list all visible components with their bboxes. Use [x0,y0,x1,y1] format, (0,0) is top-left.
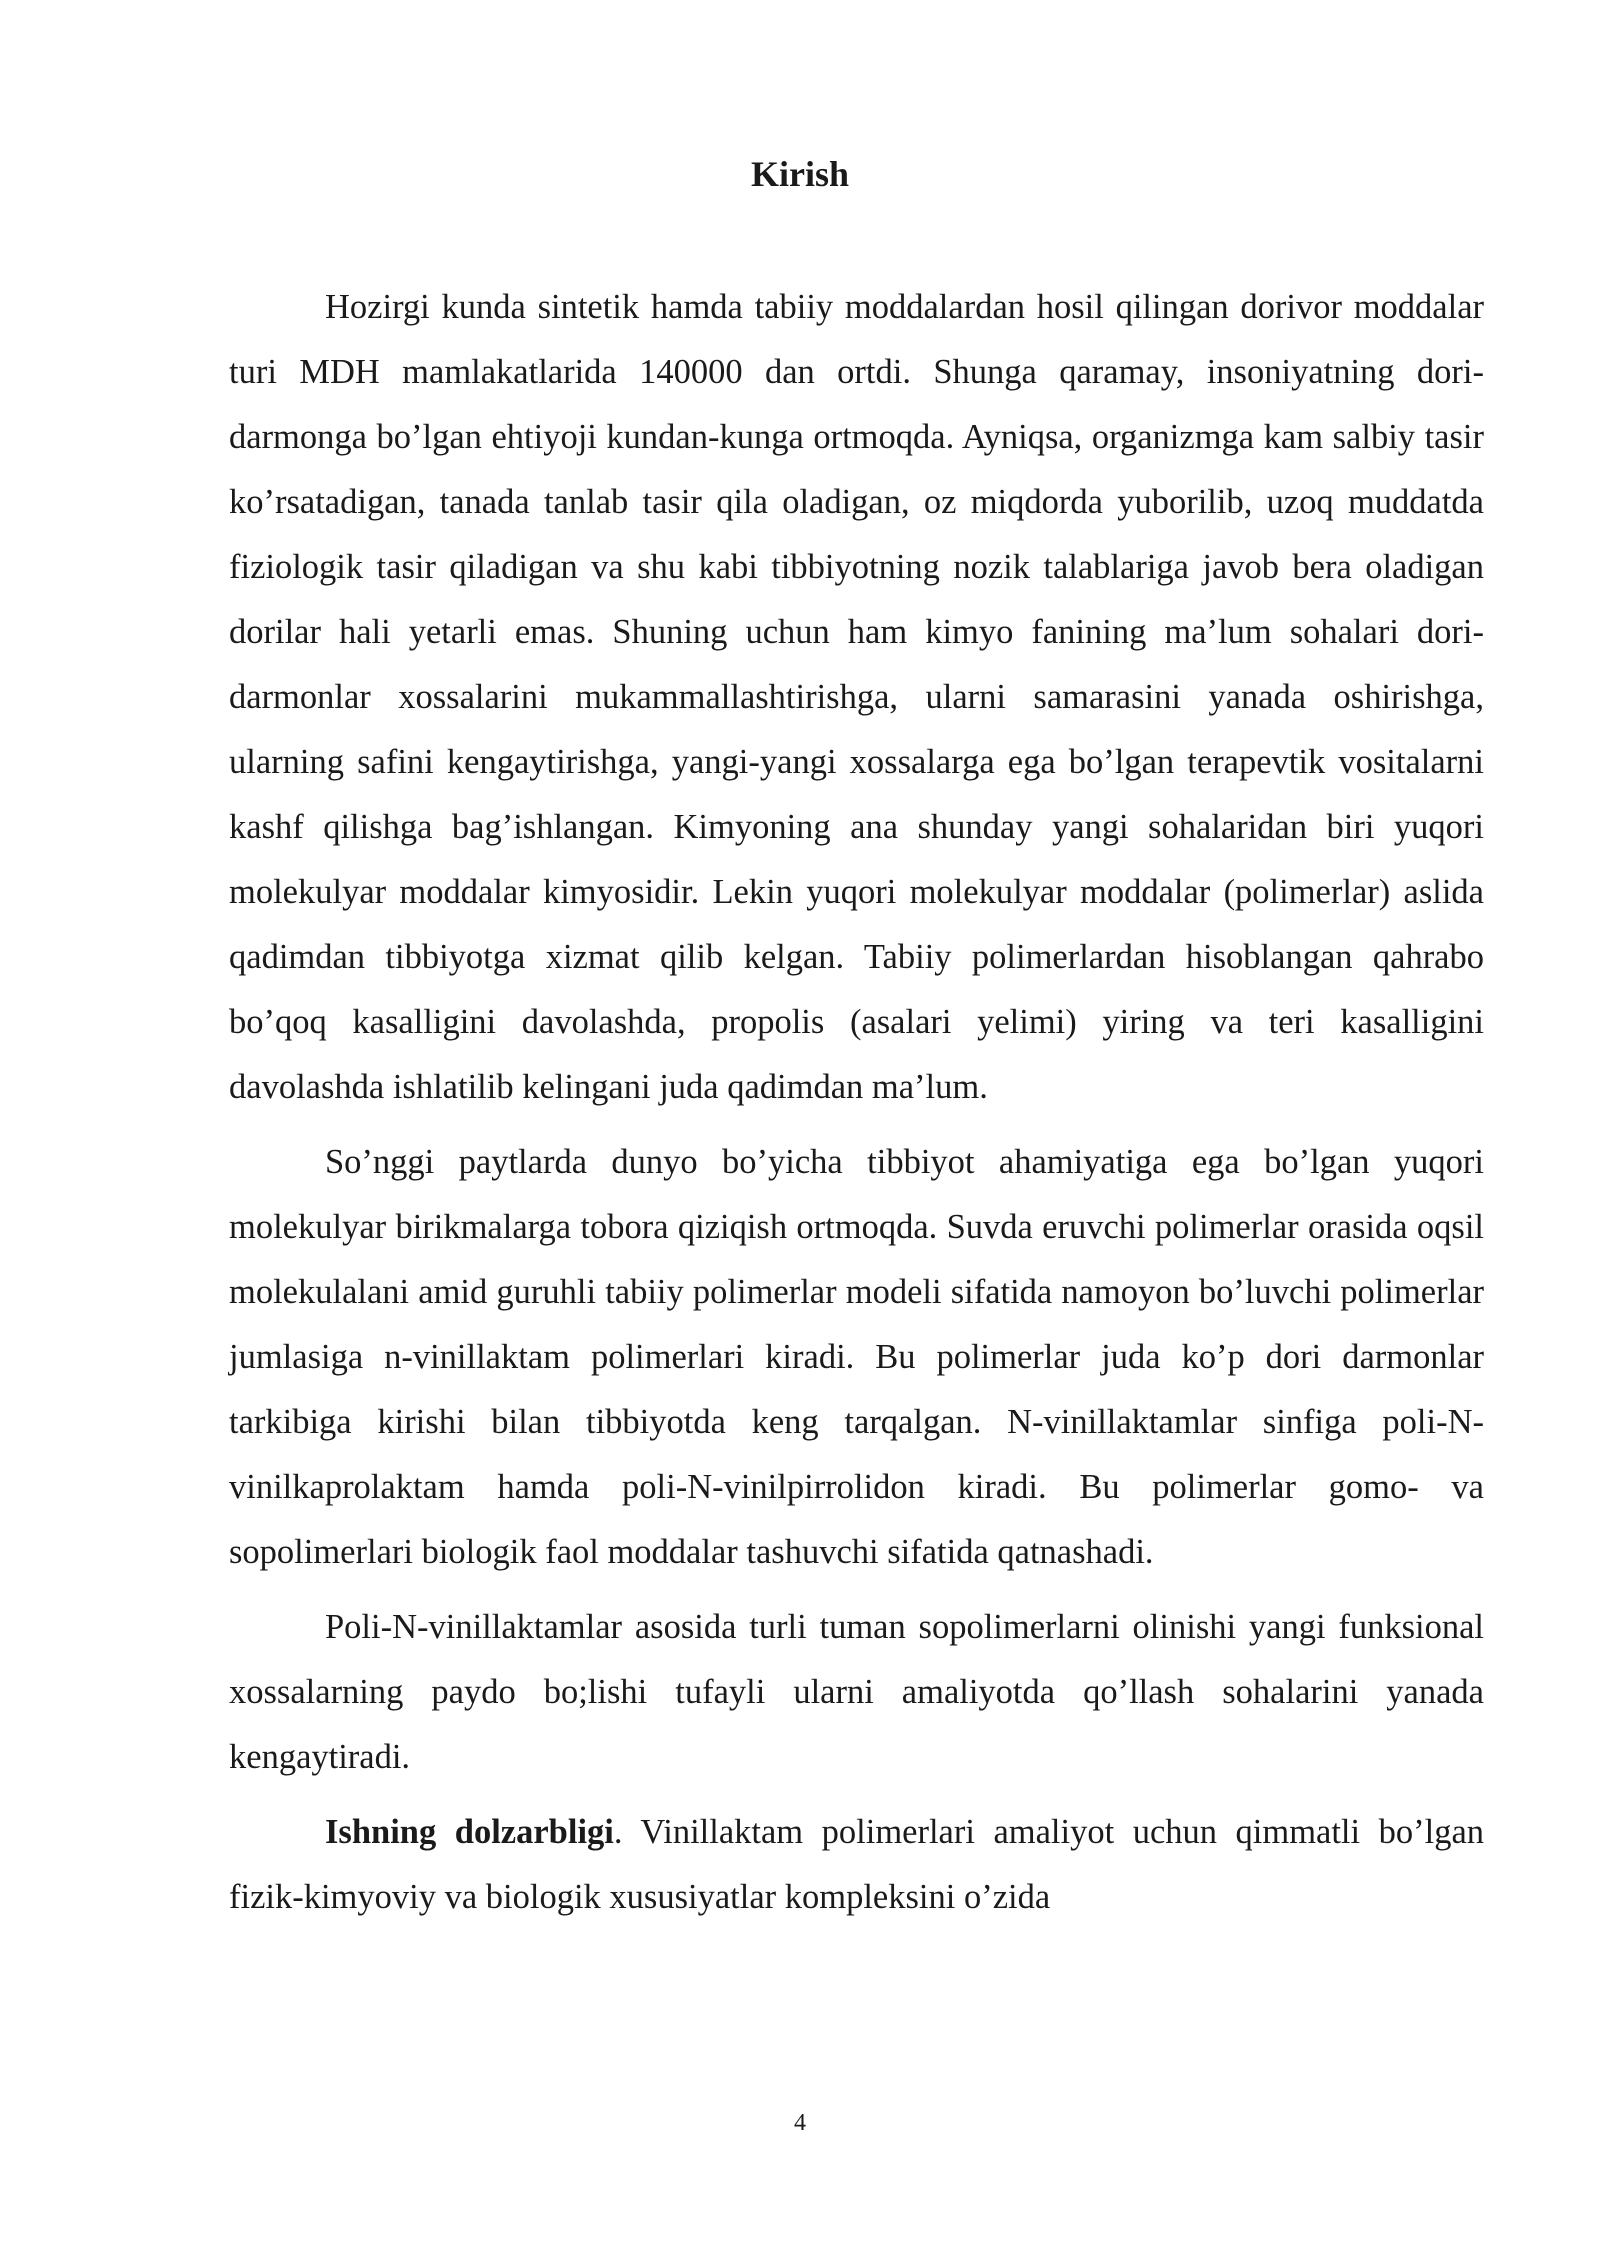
page-number: 4 [794,2110,806,2136]
paragraph-4-text: . Vinillaktam polimerlari amaliyot uchun qimmatli bo’lgan fizik-kimyoviy va biologik xususiyatlar kompleksini o’zida [229,1813,1485,1916]
paragraph-4-lead: Ishning dolzarbligi [325,1813,614,1851]
paragraph-1-text: Hozirgi kunda sintetik hamda tabiiy moddalardan hosil qilingan dorivor moddalar turi MDH mamlakatlarida 140000 dan ortdi. Shunga qaramay, insoniyatning dori-darmonga bo’lgan ehtiyoji kundan-kunga ortmoqda. Ayniqsa, organizmga kam salbiy tasir ko’rsatadigan, tanada tanlab tasir qila oladigan, oz miqdorda yuborilib, uzoq muddatda fiziologik tasir qiladigan va shu kabi tibbiyotning nozik talablariga javob bera oladigan dorilar hali yetarli emas. Shuning uchun ham kimyo fanining ma’lum sohalari dori-darmonlar xossalarini mukammallashtirishga, ularni samarasini yanada oshirishga, ularning safini kengaytirishga, yangi-yangi xossalarga ega bo’lgan terapevtik vositalarni kashf qilishga bag’ishlangan. Kimyoning ana shunday yangi sohalaridan biri yuqori molekulyar moddalar kimyosidir. Lekin yuqori molekulyar moddalar (polimerlar) aslida qadimdan tibbiyotga xizmat qilib kelgan. Tabiiy polimerlardan hisoblangan qahrabo bo’qoq kasalligini davolashda, propolis (asalari yelimi) yiring va teri kasalligini davolashda ishlatilib kelingani juda qadimdan ma’lum. [229,288,1484,1106]
page-title: Kirish [750,154,849,194]
paragraph-2-text: So’nggi paytlarda dunyo bo’yicha tibbiyot ahamiyatiga ega bo’lgan yuqori molekulyar birikmalarga tobora qiziqish ortmoqda. Suvda eruvchi polimerlar orasida oqsil molekulalani amid guruhli tabiiy polimerlar modeli sifatida namoyon bo’luvchi polimerlar jumlasiga n-vinillaktam polimerlari kiradi. Bu polimerlar juda ko’p dori darmonlar tarkibiga kirishi bilan tibbiyotda keng tarqalgan. N-vinillaktamlar sinfiga poli-N-vinilkaprolaktam hamda poli-N-vinilpirrolidon kiradi. Bu polimerlar gomo- va sopolimerlari biologik faol moddalar tashuvchi sifatida qatnashadi. [229,1143,1484,1571]
paragraph-4 [229,1800,1484,1930]
paragraph-3-text: Poli-N-vinillaktamlar asosida turli tuman sopolimerlarni olinishi yangi funksional xossalarning paydo bo;lishi tufayli ularni amaliyotda qo’llash sohalarini yanada kengaytiradi. [229,1608,1484,1776]
paragraph-3 [229,1595,1484,1790]
body-text [229,275,1484,1940]
paragraph-2 [229,1130,1484,1585]
paragraph-1 [229,275,1484,1120]
